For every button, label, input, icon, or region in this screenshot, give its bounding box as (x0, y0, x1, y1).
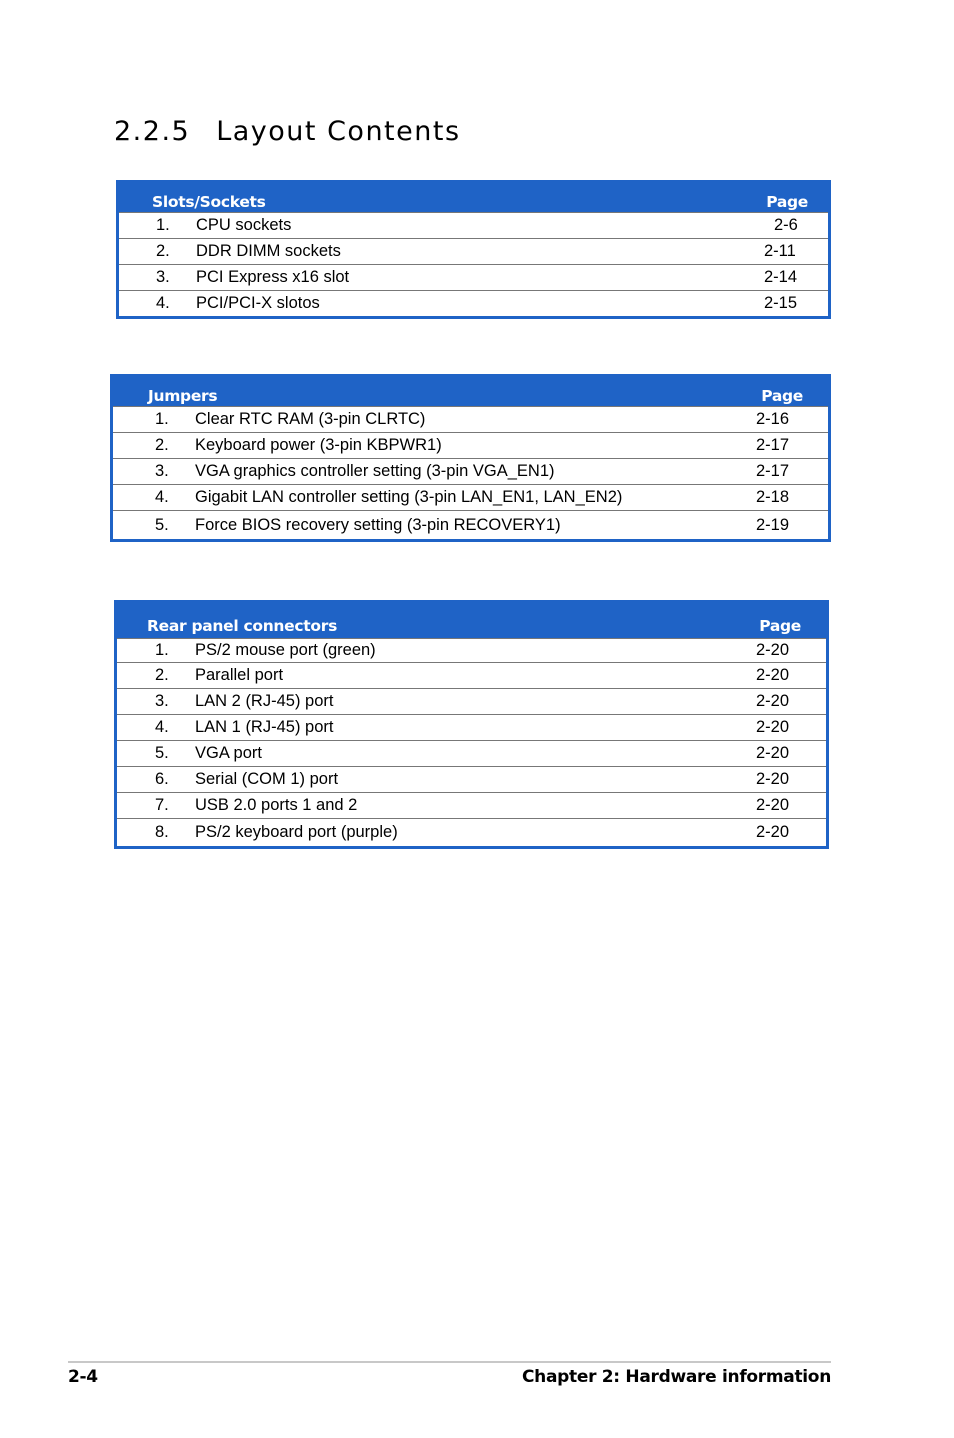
row-item: CPU sockets (196, 216, 292, 234)
row-number: 4. (155, 718, 169, 736)
table-header (117, 603, 826, 638)
row-item: VGA port (195, 744, 262, 762)
row-page: 2-18 (756, 488, 790, 506)
table-row (117, 766, 826, 792)
row-item: PS/2 mouse port (green) (195, 641, 376, 659)
table-header (119, 183, 828, 212)
row-item: LAN 1 (RJ-45) port (195, 718, 334, 736)
section-number: 2.2.5 (114, 116, 191, 147)
table-row (117, 662, 826, 688)
row-number: 1. (155, 641, 169, 659)
header-name: Jumpers (148, 387, 218, 405)
row-item: Gigabit LAN controller setting (3-pin LAN_EN1, LAN_EN2) (195, 488, 623, 506)
row-number: 5. (155, 744, 169, 762)
row-number: 1. (155, 410, 169, 428)
row-number: 1. (156, 216, 170, 234)
table-row (119, 238, 828, 264)
header-page: Page (759, 617, 801, 635)
table-row (117, 714, 826, 740)
table-row (113, 432, 828, 458)
row-page: 2-20 (756, 692, 790, 710)
row-page: 2-20 (756, 718, 790, 736)
row-item: Clear RTC RAM (3-pin CLRTC) (195, 410, 426, 428)
slots-sockets-table (116, 180, 831, 319)
row-page: 2-15 (764, 294, 798, 312)
row-number: 4. (156, 294, 170, 312)
table-row (113, 510, 828, 539)
row-page: 2-14 (764, 268, 798, 286)
row-item: DDR DIMM sockets (196, 242, 341, 260)
section-heading (114, 116, 461, 147)
row-page: 2-19 (756, 515, 790, 534)
row-page: 2-20 (756, 744, 790, 762)
jumpers-table (110, 374, 831, 542)
header-name: Rear panel connectors (147, 617, 337, 635)
row-item: Serial (COM 1) port (195, 770, 339, 788)
row-number: 2. (156, 242, 170, 260)
row-page: 2-17 (756, 462, 790, 480)
footer-rule (68, 1361, 831, 1363)
table-row (119, 290, 828, 316)
row-number: 2. (155, 436, 169, 454)
row-page: 2-20 (756, 823, 790, 841)
row-number: 5. (155, 515, 169, 534)
row-item: LAN 2 (RJ-45) port (195, 692, 334, 710)
table-row (117, 740, 826, 766)
row-page: 2-20 (756, 641, 790, 659)
table-row (113, 406, 828, 432)
table-row (119, 212, 828, 238)
row-number: 3. (156, 268, 170, 286)
table-row (117, 638, 826, 662)
row-item: Keyboard power (3-pin KBPWR1) (195, 436, 442, 454)
row-item: Force BIOS recovery setting (3-pin RECOVERY1) (195, 515, 561, 534)
header-page: Page (766, 193, 808, 211)
row-page: 2-6 (774, 216, 798, 234)
row-item: VGA graphics controller setting (3-pin VGA_EN1) (195, 462, 555, 480)
row-item: Parallel port (195, 666, 284, 684)
row-page: 2-17 (756, 436, 790, 454)
header-page: Page (761, 387, 803, 405)
table-header (113, 377, 828, 406)
table-row (117, 792, 826, 818)
row-page: 2-16 (756, 410, 790, 428)
table-row (113, 458, 828, 484)
table-row (119, 264, 828, 290)
row-page: 2-20 (756, 770, 790, 788)
row-number: 4. (155, 488, 169, 506)
row-number: 8. (155, 823, 169, 841)
row-number: 7. (155, 796, 169, 814)
row-number: 3. (155, 462, 169, 480)
table-row (117, 818, 826, 846)
rear-panel-connectors-table (114, 600, 829, 849)
row-number: 2. (155, 666, 169, 684)
section-title: Layout Contents (216, 116, 461, 147)
footer-chapter-title: Chapter 2: Hardware information (522, 1367, 831, 1387)
table-row (113, 484, 828, 510)
row-number: 3. (155, 692, 169, 710)
table-row (117, 688, 826, 714)
row-item: PCI Express x16 slot (196, 268, 350, 286)
row-item: PCI/PCI-X slotos (196, 294, 320, 312)
row-number: 6. (155, 770, 169, 788)
row-page: 2-11 (764, 242, 796, 260)
row-item: PS/2 keyboard port (purple) (195, 823, 398, 841)
row-page: 2-20 (756, 666, 790, 684)
header-name: Slots/Sockets (152, 193, 266, 211)
row-item: USB 2.0 ports 1 and 2 (195, 796, 358, 814)
row-page: 2-20 (756, 796, 790, 814)
footer-page-number: 2-4 (68, 1367, 98, 1387)
